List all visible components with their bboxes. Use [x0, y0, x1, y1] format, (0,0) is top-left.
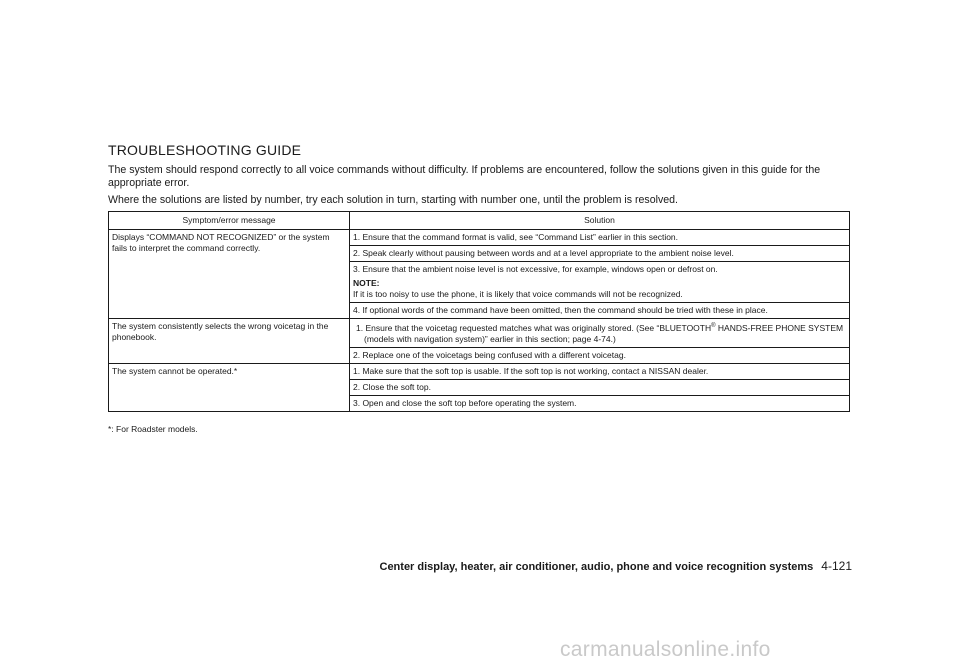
table-row	[109, 319, 850, 348]
solution-cell: 2. Close the soft top.	[350, 379, 850, 395]
solution-cell: 4. If optional words of the command have been omitted, then the command should be tried with these in place.	[350, 303, 850, 319]
table-row	[109, 363, 850, 379]
intro-paragraph: The system should respond correctly to all voice commands without difficulty. If problems are encountered, follow the solutions given in this guide for the appropriate error.	[108, 164, 821, 189]
symptom-cell: Displays “COMMAND NOT RECOGNIZED” or the system fails to interpret the command correctly.	[109, 230, 350, 319]
page-number: 4-121	[821, 559, 852, 573]
watermark: carmanualsonline.info	[560, 638, 771, 661]
symptom-cell: The system consistently selects the wrong voicetag in the phonebook.	[109, 319, 350, 364]
note-text: If it is too noisy to use the phone, it is likely that voice commands will not be recognized.	[353, 289, 683, 299]
solution-cell: 1. Make sure that the soft top is usable. If the soft top is not working, contact a NISSAN dealer.	[350, 363, 850, 379]
solution-cell: 2. Speak clearly without pausing between words and at a level appropriate to the ambient noise level.	[350, 246, 850, 262]
solution-header: Solution	[350, 212, 850, 230]
symptom-header: Symptom/error message	[109, 212, 350, 230]
troubleshooting-table	[108, 211, 850, 412]
solution-cell: 2. Replace one of the voicetags being confused with a different voicetag.	[350, 347, 850, 363]
symptom-cell: The system cannot be operated.*	[109, 363, 350, 411]
note-label: NOTE:	[353, 278, 380, 288]
solution-cell: 1. Ensure that the command format is valid, see “Command List” earlier in this section.	[350, 230, 850, 246]
table-header-row	[109, 212, 850, 230]
solution-cell	[350, 319, 850, 348]
solution-cell	[350, 262, 850, 303]
footnote: *: For Roadster models.	[108, 424, 198, 434]
table-row	[109, 230, 850, 246]
solution-text: 3. Ensure that the ambient noise level is not excessive, for example, windows open or defrost on.	[353, 264, 718, 274]
page-title: TROUBLESHOOTING GUIDE	[108, 142, 302, 158]
page-footer	[380, 559, 853, 573]
solution-cell: 3. Open and close the soft top before operating the system.	[350, 395, 850, 411]
solution-text: 1. Ensure that the voicetag requested matches what was originally stored. (See “BLUETOOTH® HANDS-FREE PHONE SYSTEM (models with navigation system)” earlier in this section; page 4-74.)	[356, 322, 844, 344]
footer-section-title: Center display, heater, air conditioner, audio, phone and voice recognition systems	[379, 561, 814, 573]
intro-paragraph-2: Where the solutions are listed by number, try each solution in turn, starting with number one, until the problem is resolved.	[108, 194, 678, 206]
registered-mark: ®	[711, 323, 716, 329]
